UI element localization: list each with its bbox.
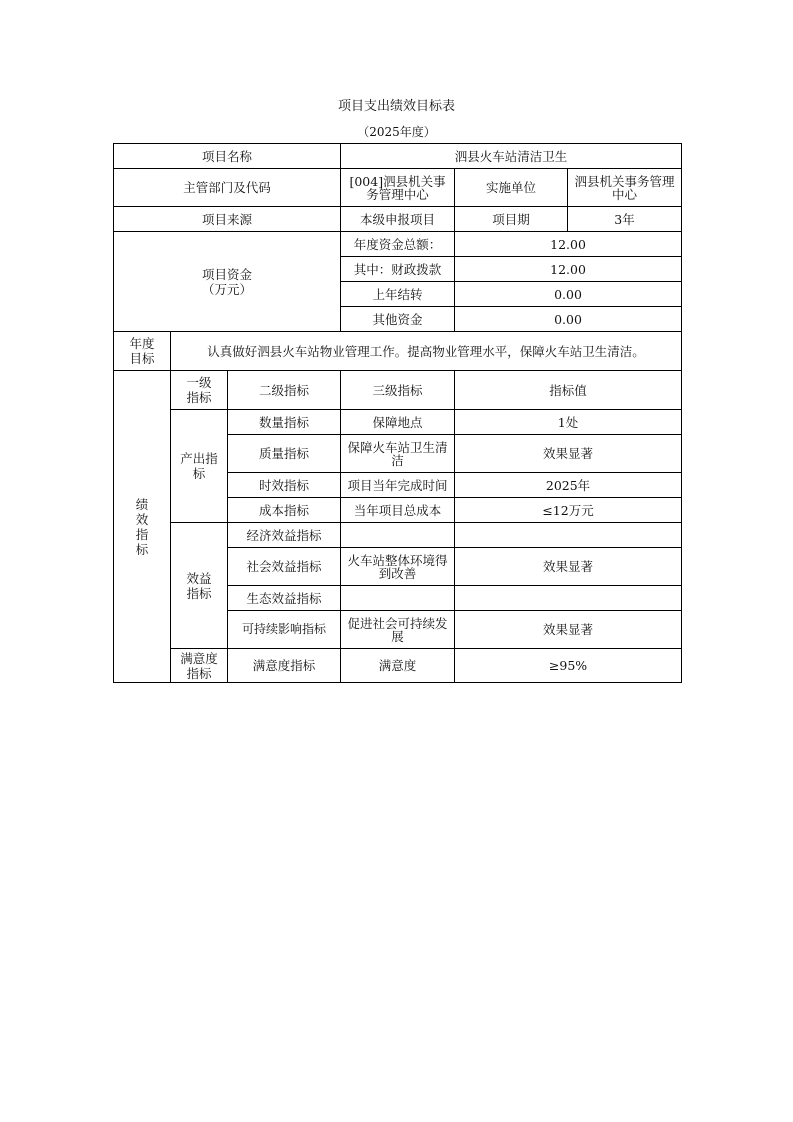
project-source-label: 项目来源 bbox=[114, 207, 341, 232]
project-source-value: 本级申报项目 bbox=[341, 207, 455, 232]
satisfaction-level2: 满意度指标 bbox=[228, 649, 341, 683]
annual-goal-label bbox=[114, 332, 171, 371]
output-indicator-label bbox=[171, 410, 228, 523]
funds-carry-value: 0.00 bbox=[455, 282, 682, 307]
benefit-sustainable-value: 效果显著 bbox=[455, 611, 682, 649]
project-period-label: 项目期 bbox=[455, 207, 568, 232]
funds-total-label: 年度资金总额： bbox=[341, 232, 455, 257]
output-timeliness-level3: 项目当年完成时间 bbox=[341, 473, 455, 498]
header-value: 指标值 bbox=[455, 371, 682, 410]
project-period-value: 3年 bbox=[568, 207, 682, 232]
benefit-sustainable-level3: 促进社会可持续发展 bbox=[341, 611, 455, 649]
satisfaction-value: ≥95% bbox=[455, 649, 682, 683]
benefit-economic-level2: 经济效益指标 bbox=[228, 523, 341, 548]
performance-indicator-label bbox=[114, 371, 171, 683]
output-cost-value: ≤12万元 bbox=[455, 498, 682, 523]
funds-fiscal-label: 其中：财政拨款 bbox=[341, 257, 455, 282]
benefit-social-level3: 火车站整体环境得到改善 bbox=[341, 548, 455, 586]
header-level1-text: 一级指标 bbox=[186, 375, 212, 405]
department-label: 主管部门及代码 bbox=[114, 169, 341, 207]
funds-total-value: 12.00 bbox=[455, 232, 682, 257]
row-department bbox=[114, 169, 682, 207]
funds-other-value: 0.00 bbox=[455, 307, 682, 332]
row-funds-total bbox=[114, 232, 682, 257]
output-cost-level2: 成本指标 bbox=[228, 498, 341, 523]
project-name-label: 项目名称 bbox=[114, 144, 341, 169]
header-level3: 三级指标 bbox=[341, 371, 455, 410]
output-quality-level2: 质量指标 bbox=[228, 435, 341, 473]
annual-goal-label-text: 年度目标 bbox=[129, 336, 155, 366]
project-name-value: 泗县火车站清洁卫生 bbox=[341, 144, 682, 169]
benefit-ecological-level2: 生态效益指标 bbox=[228, 586, 341, 611]
page-title: 项目支出绩效目标表 bbox=[337, 99, 455, 114]
benefit-social-level2: 社会效益指标 bbox=[228, 548, 341, 586]
benefit-social-value: 效果显著 bbox=[455, 548, 682, 586]
output-quantity-level3: 保障地点 bbox=[341, 410, 455, 435]
benefit-row-economic bbox=[114, 523, 682, 548]
output-quantity-value: 1处 bbox=[455, 410, 682, 435]
benefit-indicator-label bbox=[171, 523, 228, 649]
funds-fiscal-value: 12.00 bbox=[455, 257, 682, 282]
annual-goal-text: 认真做好泗县火车站物业管理工作。提高物业管理水平，保障火车站卫生清洁。 bbox=[171, 332, 682, 371]
row-source bbox=[114, 207, 682, 232]
benefit-economic-level3 bbox=[341, 523, 455, 548]
satisfaction-level3: 满意度 bbox=[341, 649, 455, 683]
implementing-unit-label: 实施单位 bbox=[455, 169, 568, 207]
output-quality-value: 效果显著 bbox=[455, 435, 682, 473]
benefit-ecological-value bbox=[455, 586, 682, 611]
output-cost-level3: 当年项目总成本 bbox=[341, 498, 455, 523]
funds-other-label: 其他资金 bbox=[341, 307, 455, 332]
output-timeliness-level2: 时效指标 bbox=[228, 473, 341, 498]
project-funds-label-text: 项目资金（万元） bbox=[201, 266, 252, 297]
implementing-unit-value: 泗县机关事务管理中心 bbox=[568, 169, 682, 207]
output-indicator-label-text: 产出指标 bbox=[180, 451, 218, 481]
benefit-sustainable-level2: 可持续影响指标 bbox=[228, 611, 341, 649]
header-level2: 二级指标 bbox=[228, 371, 341, 410]
benefit-indicator-label-text: 效益指标 bbox=[186, 570, 212, 601]
department-value: [004]泗县机关事务管理中心 bbox=[341, 169, 455, 207]
project-funds-label bbox=[114, 232, 341, 332]
satisfaction-indicator-label-text: 满意度指标 bbox=[180, 650, 218, 681]
funds-carry-label: 上年结转 bbox=[341, 282, 455, 307]
output-row-quantity bbox=[114, 410, 682, 435]
satisfaction-row bbox=[114, 649, 682, 683]
header-level1 bbox=[171, 371, 228, 410]
output-quality-level3: 保障火车站卫生清洁 bbox=[341, 435, 455, 473]
row-indicator-header bbox=[114, 371, 682, 410]
row-project-name bbox=[114, 144, 682, 169]
performance-table bbox=[113, 143, 682, 683]
output-quantity-level2: 数量指标 bbox=[228, 410, 341, 435]
page-subtitle: （2025年度） bbox=[357, 125, 436, 139]
satisfaction-indicator-label bbox=[171, 649, 228, 683]
output-timeliness-value: 2025年 bbox=[455, 473, 682, 498]
benefit-ecological-level3 bbox=[341, 586, 455, 611]
row-annual-goal bbox=[114, 332, 682, 371]
performance-indicator-label-text: 绩效指标 bbox=[135, 496, 149, 557]
benefit-economic-value bbox=[455, 523, 682, 548]
